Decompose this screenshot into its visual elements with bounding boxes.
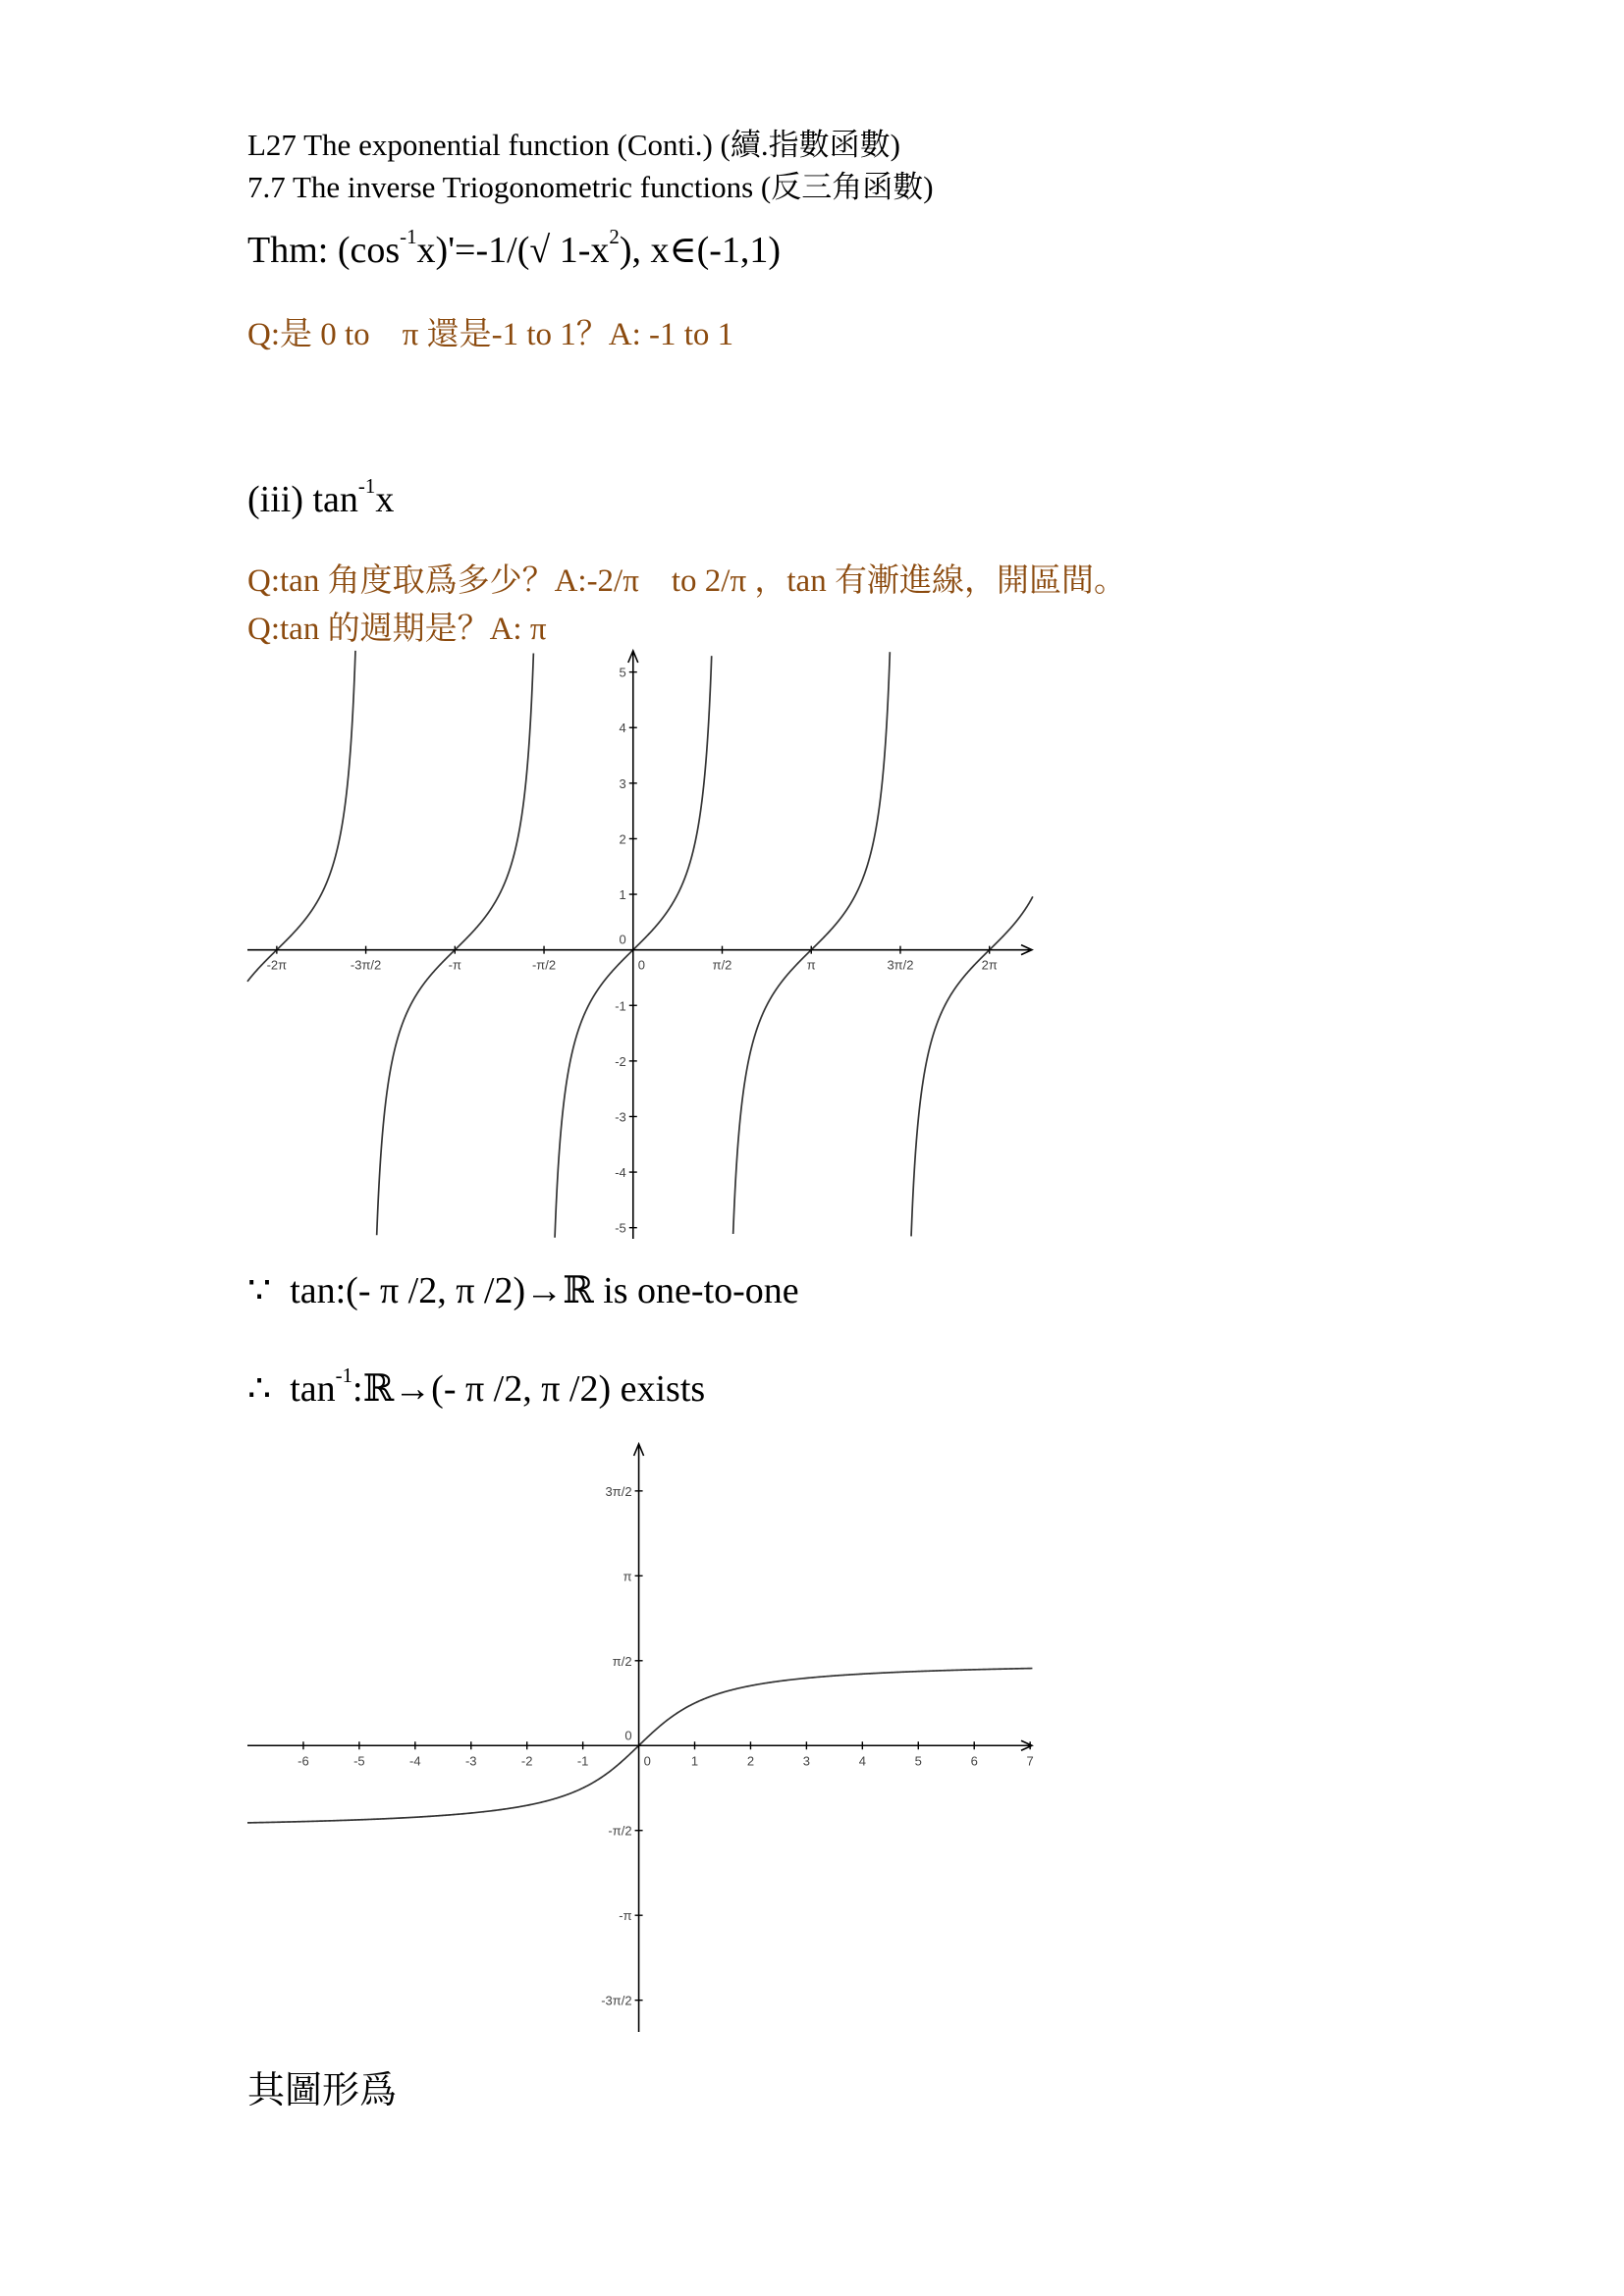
section-suffix: x bbox=[375, 479, 395, 520]
y-tick-label: -π bbox=[619, 1908, 632, 1924]
question-1: Q:是 0 to π 還是-1 to 1？A: -1 to 1 bbox=[247, 317, 734, 352]
therefore-prefix: tan bbox=[290, 1368, 336, 1410]
heading-line-1: L27 The exponential function (Conti.) (續.指數函數) bbox=[247, 128, 900, 162]
theorem bbox=[247, 225, 782, 272]
x-tick-label: -2 bbox=[520, 1753, 533, 1769]
x-tick-label: -π/2 bbox=[531, 957, 557, 973]
y-tick-label: -3π/2 bbox=[601, 1993, 632, 2008]
y-tick-label: -2 bbox=[615, 1053, 626, 1069]
section-title bbox=[247, 474, 395, 521]
y-tick-label: 3 bbox=[619, 775, 626, 791]
x-tick-label: 1 bbox=[690, 1753, 699, 1769]
x-tick-label: -π bbox=[448, 957, 461, 973]
footer-text: 其圖形爲 bbox=[247, 2070, 398, 2111]
section-prefix: (iii) tan bbox=[247, 479, 358, 520]
question-2: Q:tan 角度取爲多少？A:-2/π to 2/π ，tan 有漸進線，開區間。 bbox=[247, 563, 1126, 599]
y-tick-label: -4 bbox=[615, 1165, 626, 1181]
x-tick-label: 2 bbox=[746, 1753, 755, 1769]
x-tick-label: 3 bbox=[802, 1753, 811, 1769]
therefore-sup: -1 bbox=[335, 1363, 353, 1388]
therefore-symbol: ∴ bbox=[247, 1368, 272, 1410]
curve-branch bbox=[733, 652, 891, 1234]
arctan-chart-axes bbox=[247, 1444, 1032, 2032]
arctan-chart bbox=[247, 1443, 1033, 2032]
curve-branch bbox=[911, 896, 1033, 1236]
x-tick-label: -3π/2 bbox=[350, 957, 382, 973]
x-tick-label: 6 bbox=[970, 1753, 978, 1769]
theorem-suffix: ), x∈(-1,1) bbox=[619, 230, 782, 271]
curve-branch bbox=[377, 654, 534, 1236]
y-tick-label: -π/2 bbox=[608, 1823, 632, 1839]
y-tick-label: 0 bbox=[624, 1728, 632, 1743]
because-text: tan:(- π /2, π /2)→ℝ is one-to-one bbox=[290, 1270, 799, 1311]
therefore-statement bbox=[247, 1363, 706, 1411]
y-tick-label: π bbox=[623, 1569, 632, 1584]
x-tick-label: -4 bbox=[409, 1753, 421, 1769]
tan-chart-curves bbox=[247, 651, 1033, 1238]
therefore-text: :ℝ→(- π /2, π /2) exists bbox=[352, 1368, 706, 1410]
y-tick-label: -5 bbox=[615, 1220, 626, 1236]
x-tick-label: -2π bbox=[266, 957, 288, 973]
x-tick-label: -1 bbox=[576, 1753, 589, 1769]
x-tick-label: 0 bbox=[643, 1753, 651, 1769]
because-statement bbox=[247, 1268, 799, 1312]
x-tick-label: -3 bbox=[464, 1753, 477, 1769]
y-tick-label: -3 bbox=[615, 1109, 626, 1125]
x-tick-label: π bbox=[806, 957, 816, 973]
x-tick-label: 5 bbox=[914, 1753, 922, 1769]
y-tick-label: 0 bbox=[619, 932, 626, 947]
theorem-mid: x)'=-1/(√ 1-x bbox=[416, 230, 610, 271]
curve-branch bbox=[247, 651, 355, 982]
x-tick-label: -5 bbox=[353, 1753, 365, 1769]
y-tick-label: -1 bbox=[615, 998, 626, 1014]
y-tick-label: 4 bbox=[619, 721, 626, 736]
x-tick-label: -6 bbox=[298, 1753, 309, 1769]
tan-chart bbox=[247, 650, 1033, 1239]
y-tick-label: π/2 bbox=[612, 1653, 632, 1669]
section-sup: -1 bbox=[357, 474, 376, 499]
x-tick-label: 2π bbox=[981, 957, 998, 973]
theorem-sup-2: 2 bbox=[609, 225, 620, 249]
y-tick-label: 2 bbox=[619, 831, 626, 847]
question-3: Q:tan 的週期是？A: π bbox=[247, 612, 547, 647]
heading-line-2: 7.7 The inverse Triogonometric functions (反三角函數) bbox=[247, 170, 934, 204]
x-tick-label: 7 bbox=[1026, 1753, 1034, 1769]
x-tick-label: π/2 bbox=[712, 957, 732, 973]
x-tick-label: 4 bbox=[858, 1753, 866, 1769]
y-tick-label: 5 bbox=[619, 665, 626, 680]
y-tick-label: 3π/2 bbox=[605, 1483, 632, 1499]
x-tick-label: 0 bbox=[637, 957, 646, 973]
theorem-prefix: Thm: (cos bbox=[247, 230, 401, 271]
x-tick-label: 3π/2 bbox=[887, 957, 914, 973]
y-tick-label: 1 bbox=[619, 887, 626, 903]
because-symbol: ∵ bbox=[247, 1270, 272, 1311]
theorem-sup-1: -1 bbox=[400, 225, 417, 249]
tan-chart-axes bbox=[247, 651, 1032, 1239]
